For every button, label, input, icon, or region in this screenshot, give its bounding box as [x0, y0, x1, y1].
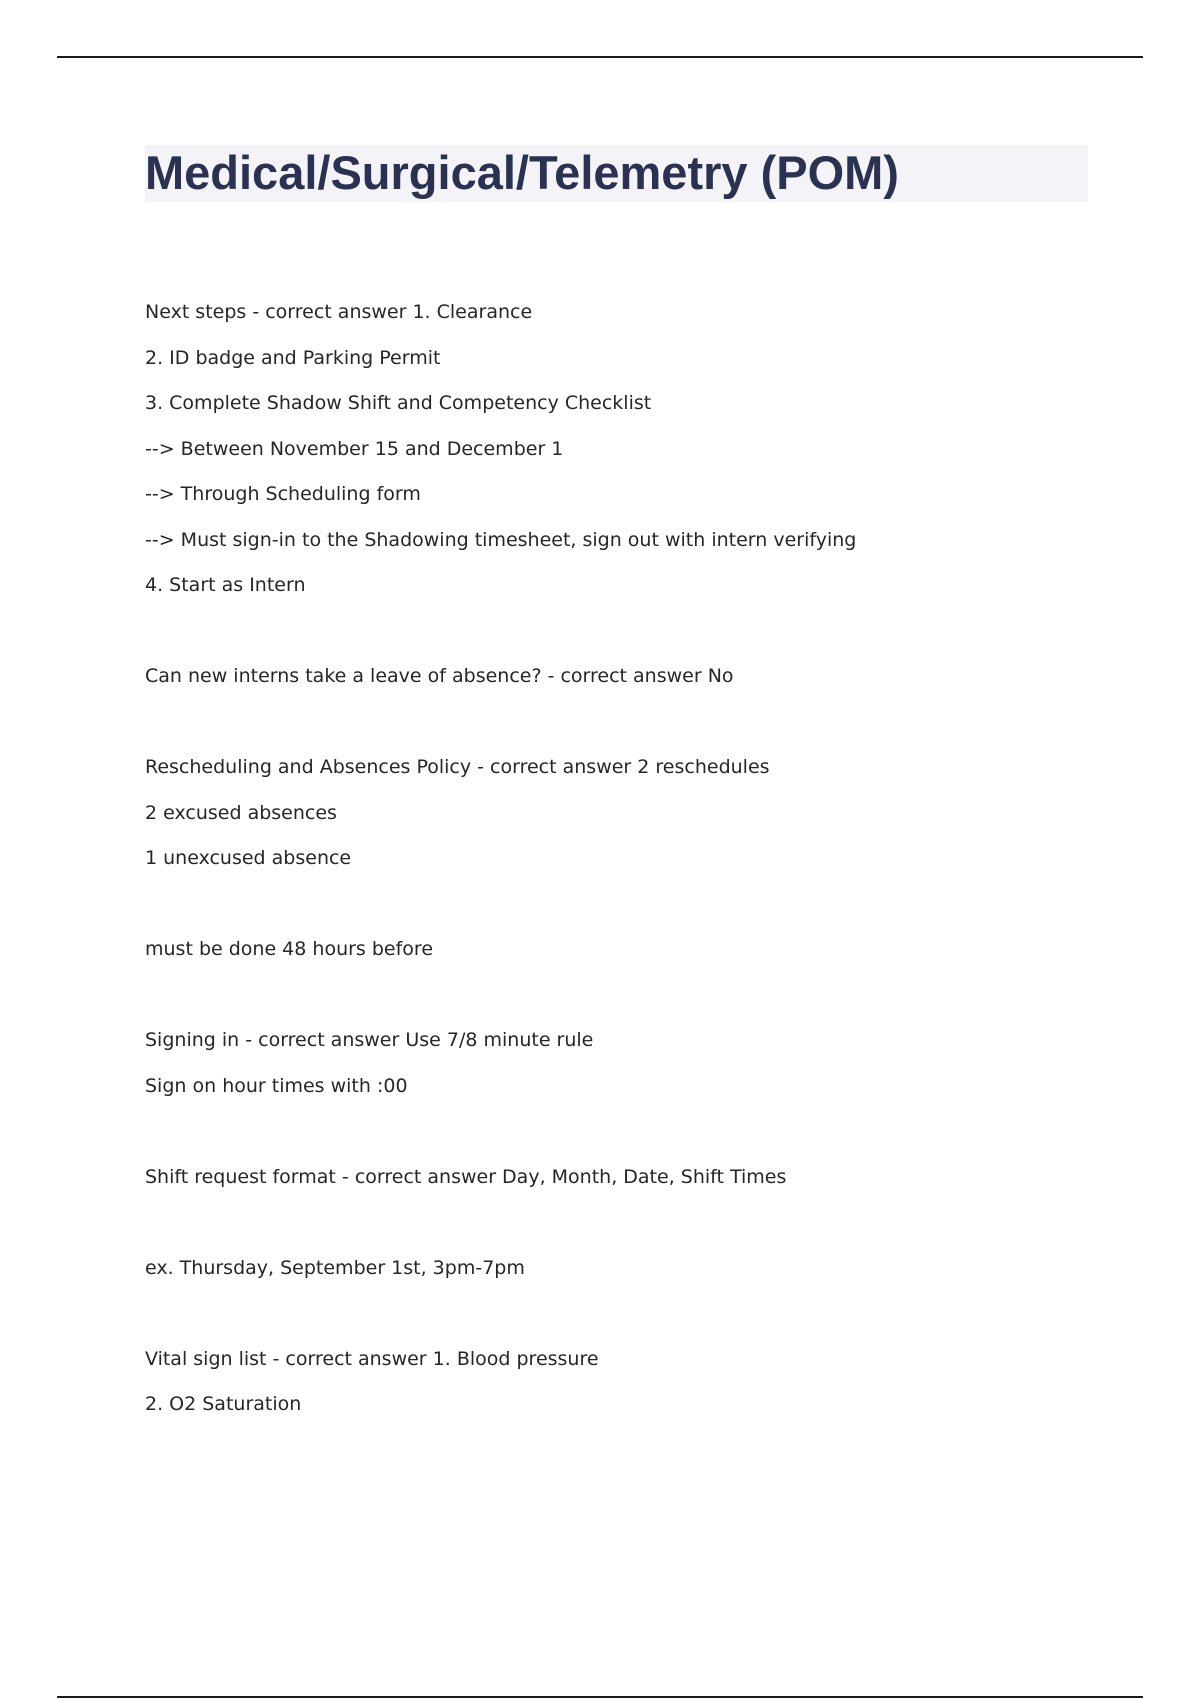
- title-banner: [145, 145, 1088, 202]
- text-line: 2. O2 Saturation: [145, 1393, 302, 1415]
- text-line: Vital sign list - correct answer 1. Blood pressure: [145, 1347, 599, 1370]
- text-line: 2. ID badge and Parking Permit: [145, 346, 441, 369]
- text-line: must be done 48 hours before: [145, 938, 434, 960]
- blank-line: [145, 1109, 1095, 1155]
- blank-line: [145, 700, 1095, 746]
- document-body: [145, 290, 1095, 1428]
- blank-line: [145, 1200, 1095, 1246]
- document-title: Medical/Surgical/Telemetry (POM): [145, 146, 899, 199]
- text-line: 4. Start as Intern: [145, 574, 306, 596]
- blank-line: [145, 973, 1095, 1019]
- text-line: --> Must sign-in to the Shadowing timesheet, sign out with intern verifying: [145, 528, 857, 551]
- text-line: Signing in - correct answer Use 7/8 minute rule: [145, 1029, 594, 1051]
- blank-line: [145, 882, 1095, 928]
- bottom-rule: [57, 1696, 1143, 1698]
- text-line: --> Through Scheduling form: [145, 483, 421, 505]
- text-line: --> Between November 15 and December 1: [145, 437, 564, 460]
- text-line: 3. Complete Shadow Shift and Competency Checklist: [145, 392, 652, 414]
- text-line: ex. Thursday, September 1st, 3pm-7pm: [145, 1256, 525, 1279]
- text-line: Next steps - correct answer 1. Clearance: [145, 301, 533, 323]
- text-line: Can new interns take a leave of absence? - correct answer No: [145, 665, 734, 687]
- blank-line: [145, 609, 1095, 655]
- text-line: 1 unexcused absence: [145, 847, 352, 869]
- blank-line: [145, 1291, 1095, 1337]
- text-line: Shift request format - correct answer Day, Month, Date, Shift Times: [145, 1165, 787, 1188]
- top-rule: [57, 56, 1143, 58]
- text-line: Sign on hour times with :00: [145, 1074, 408, 1097]
- text-line: 2 excused absences: [145, 801, 337, 824]
- text-line: Rescheduling and Absences Policy - correct answer 2 reschedules: [145, 756, 770, 778]
